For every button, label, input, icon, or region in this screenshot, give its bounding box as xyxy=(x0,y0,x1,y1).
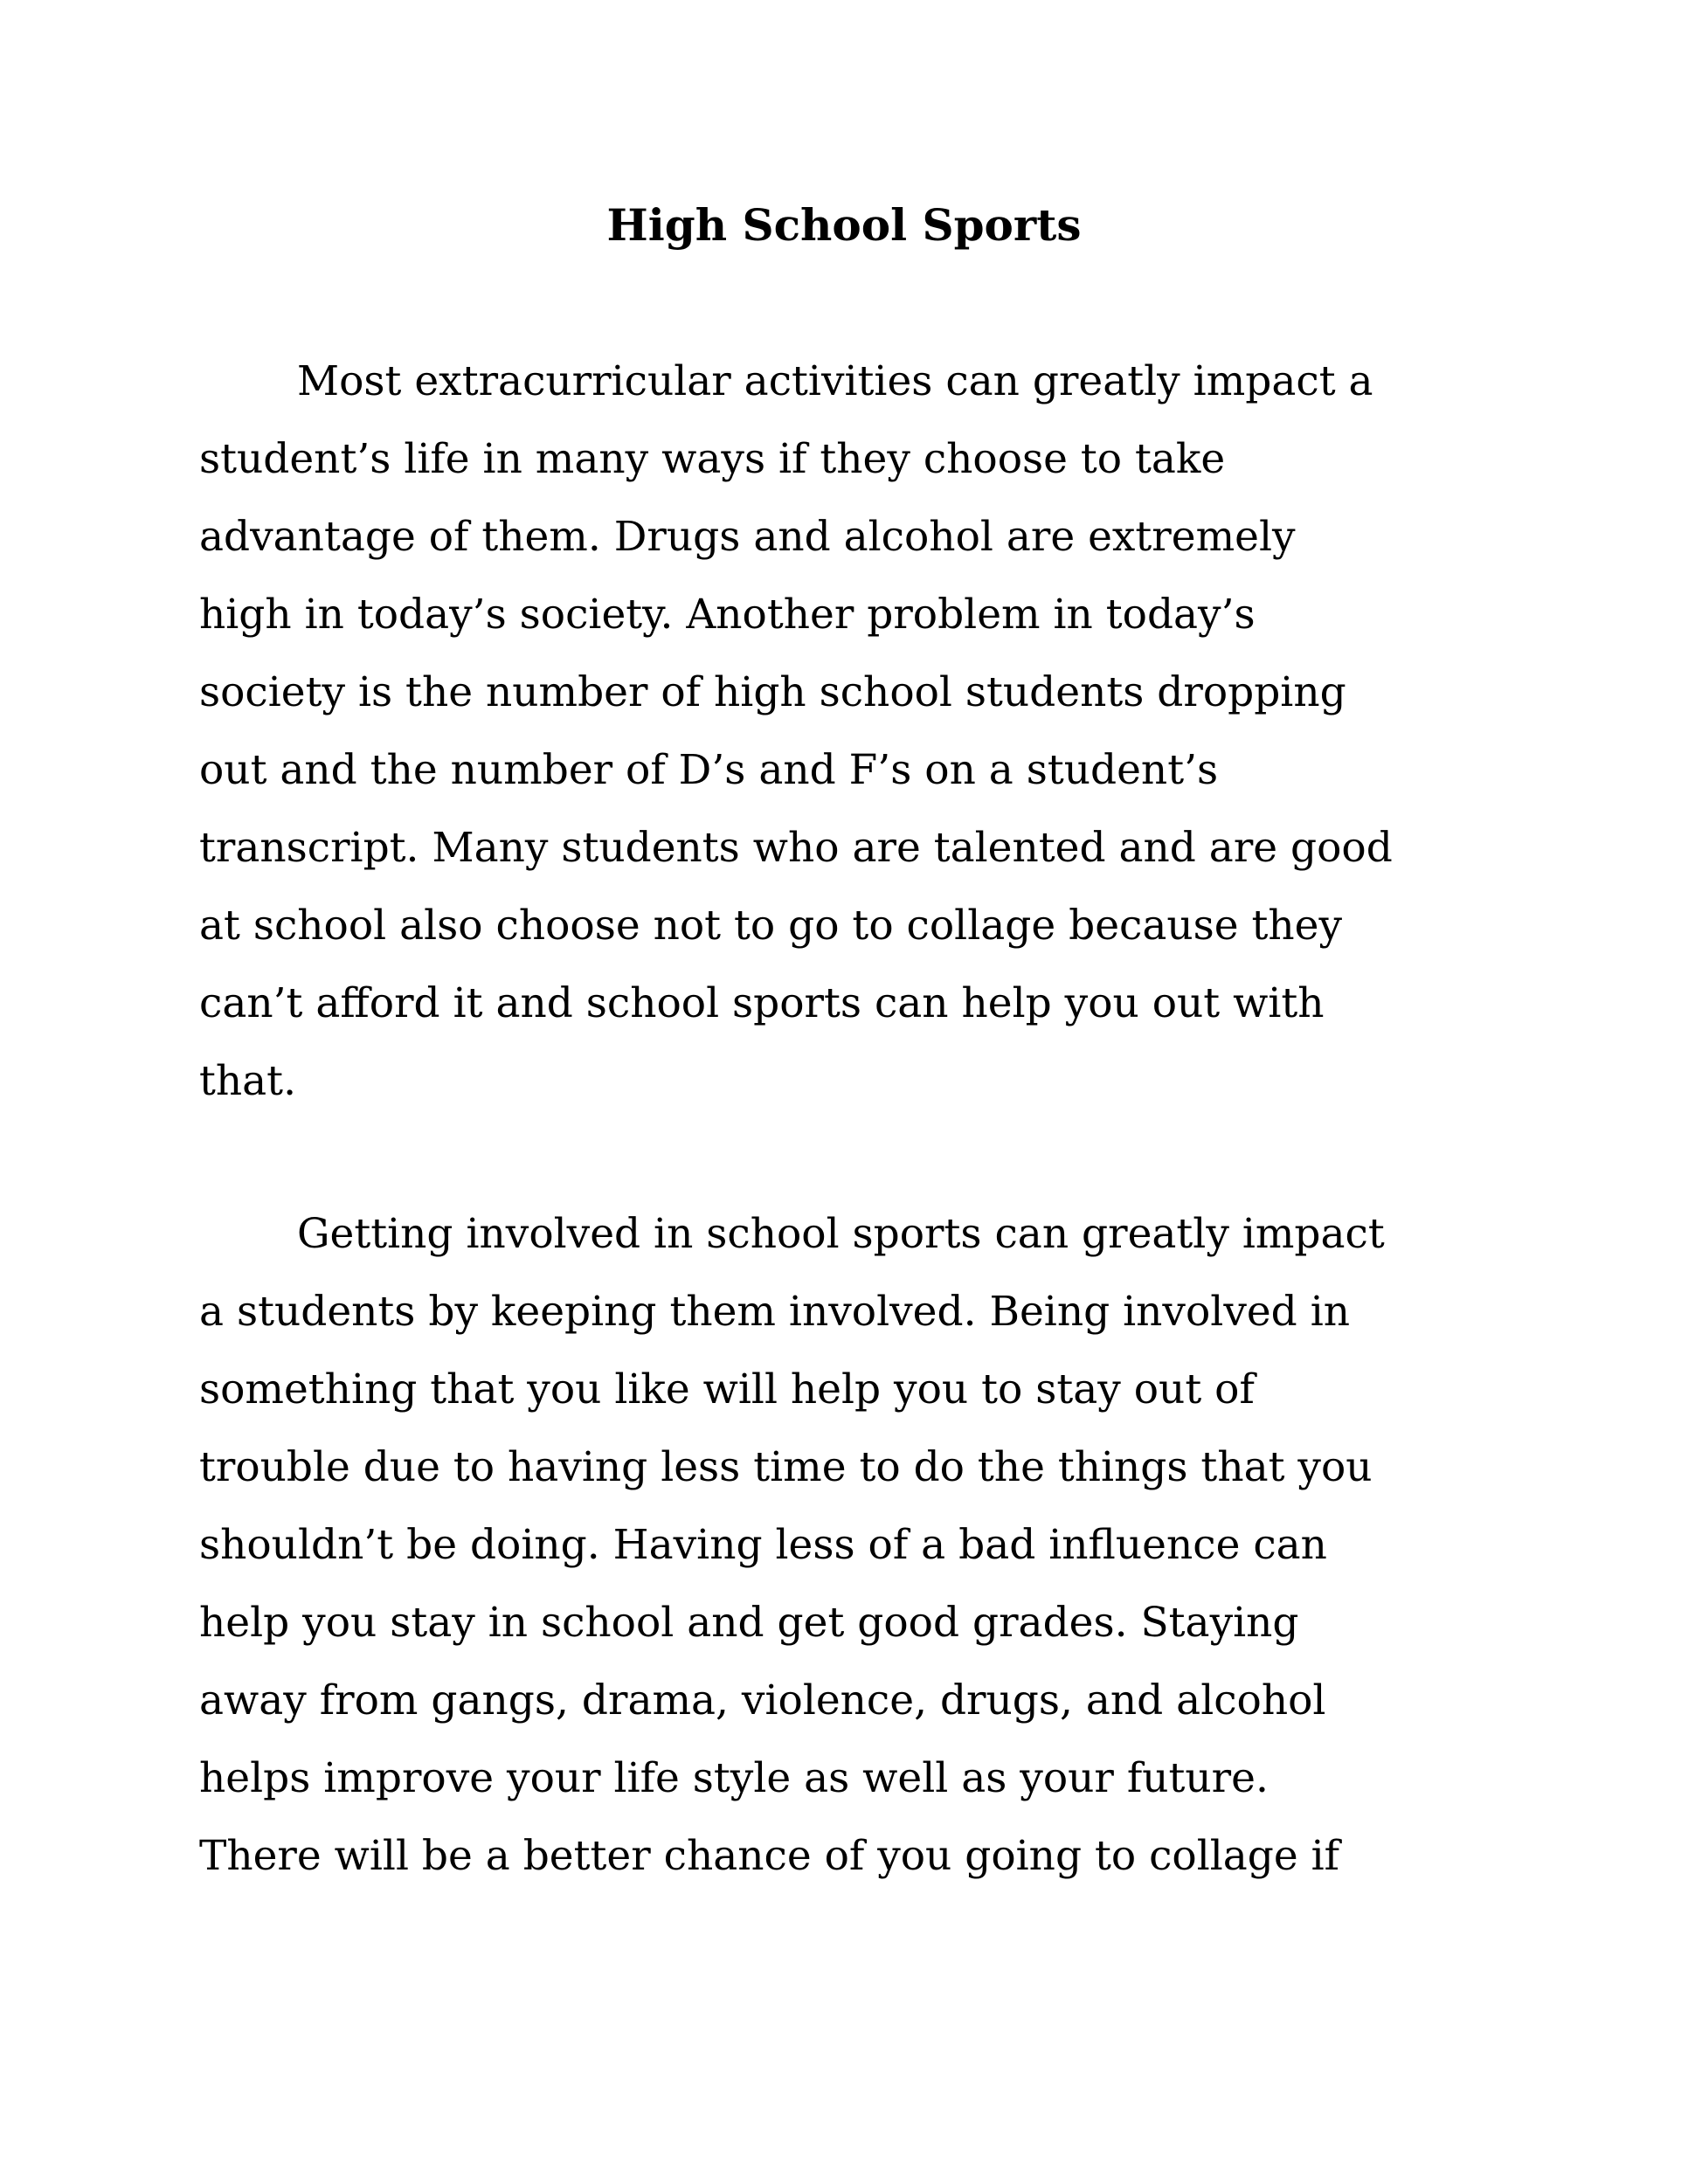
paragraph-line: Getting involved in school sports can greatly impact xyxy=(297,1210,1385,1258)
paragraph-line: trouble due to having less time to do the things that you xyxy=(199,1443,1373,1491)
paragraph-line: Most extracurricular activities can greatly impact a xyxy=(297,357,1373,405)
paragraph-line: student’s life in many ways if they choose to take xyxy=(199,435,1226,483)
paragraph-line: society is the number of high school students dropping xyxy=(199,668,1346,716)
paragraph-line: There will be a better chance of you going to collage if xyxy=(199,1832,1340,1880)
paragraph-2 xyxy=(199,1195,1385,1895)
paragraph-line: a students by keeping them involved. Being involved in xyxy=(199,1288,1351,1336)
paragraph-line: high in today’s society. Another problem in today’s xyxy=(199,591,1256,639)
paragraph-line: helps improve your life style as well as your future. xyxy=(199,1754,1269,1802)
paragraph-line: can’t afford it and school sports can help you out with xyxy=(199,979,1325,1027)
paragraph-line: shouldn’t be doing. Having less of a bad influence can xyxy=(199,1521,1327,1569)
document-title: High School Sports xyxy=(606,199,1082,251)
paragraph-line: help you stay in school and get good grades. Staying xyxy=(199,1599,1299,1647)
paragraph-1 xyxy=(199,342,1393,1120)
paragraph-line: away from gangs, drama, violence, drugs, and alcohol xyxy=(199,1676,1326,1724)
paragraph-line: that. xyxy=(199,1057,297,1105)
paragraph-line: advantage of them. Drugs and alcohol are extremely xyxy=(199,513,1296,561)
paragraph-line: at school also choose not to go to collage because they xyxy=(199,902,1343,950)
paragraph-line: transcript. Many students who are talented and are good xyxy=(199,824,1393,872)
paragraph-line: out and the number of D’s and F’s on a student’s xyxy=(199,746,1219,794)
paragraph-line: something that you like will help you to stay out of xyxy=(199,1365,1255,1413)
